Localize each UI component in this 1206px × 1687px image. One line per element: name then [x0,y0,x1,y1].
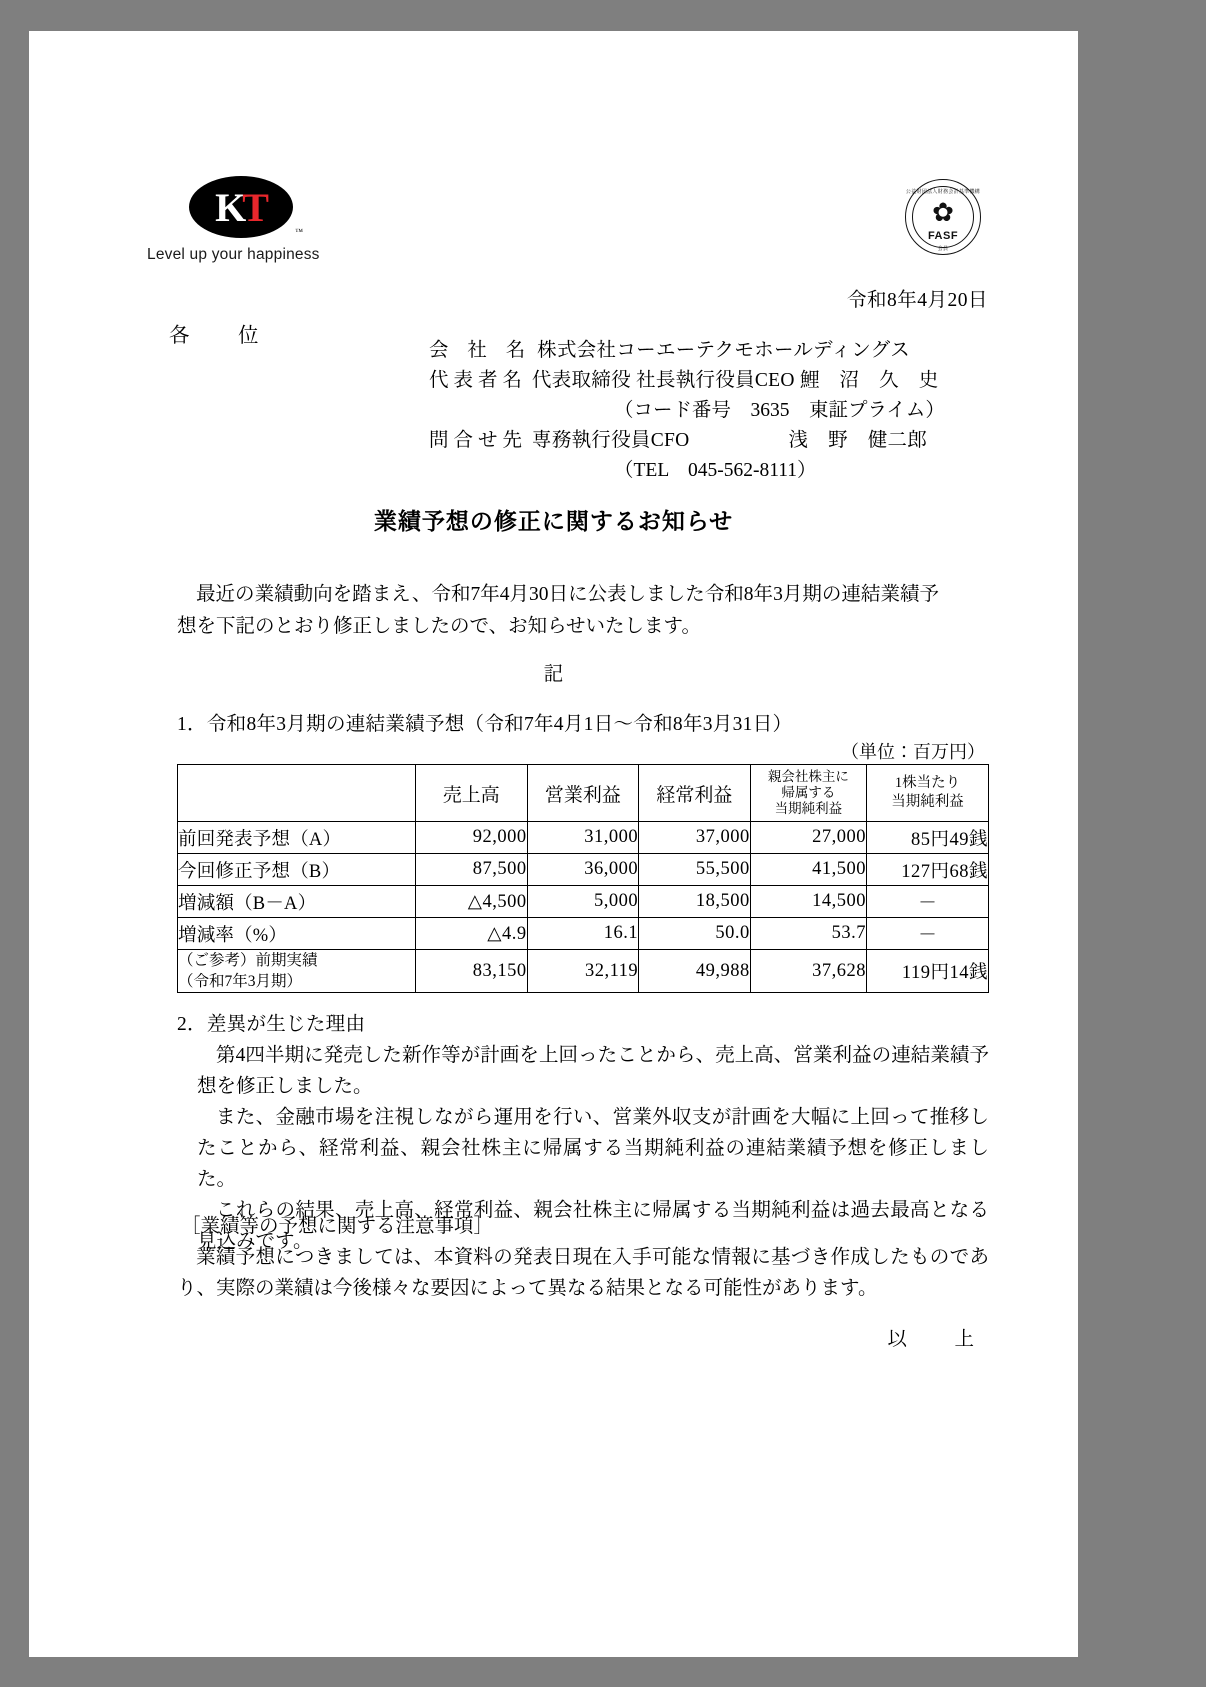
column-header-eps [866,765,988,822]
row-label: 今回修正予想（B） [178,854,416,886]
section-1-heading: 1．令和8年3月期の連結業績予想（令和7年4月1日～令和8年3月31日） [177,714,793,735]
cell-ordinary: 50.0 [639,918,751,950]
seal-micro-bottom: 会員 [937,247,949,252]
table-row [178,886,989,918]
closing-marker: 以 上 [887,1329,988,1350]
table-row [178,854,989,886]
forecast-table [177,764,989,993]
issuer-info [429,336,1009,486]
cell-sales: △4.9 [415,918,527,950]
cell-net: 53.7 [750,918,866,950]
table-row [178,918,989,950]
section-2-paragraph-3: これらの結果、売上高、経常利益、親会社株主に帰属する当期純利益は過去最高となる見込みです。 [197,1200,989,1252]
eps-line-2: 当期純利益 [891,794,964,810]
cell-operating: 5,000 [527,886,639,918]
logo-letters [189,176,293,238]
fasf-seal-icon [905,179,981,255]
ki-marker: 記 [543,664,564,685]
column-header-net-income [750,765,866,822]
cell-eps: 127円68銭 [866,854,988,886]
contact-value: 専務執行役員CFO 浅 野 健二郎 [531,430,928,451]
cell-operating: 36,000 [527,854,639,886]
addressee: 各 位 [169,325,273,347]
cell-sales: 92,000 [415,822,527,854]
lead-paragraph: 最近の業績動向を踏まえ、令和7年4月30日に公表しました令和8年3月期の連結業績予想を下記のとおり修正しましたので、お知らせいたします。 [177,584,939,637]
row-label: 増減率（%） [178,918,416,950]
table-header [178,765,989,822]
telephone-line: （TEL 045-562-8111） [614,460,817,481]
contact-label: 問合せ先 [429,430,528,451]
company-logo [147,176,407,264]
cell-eps: － [866,886,988,918]
table-body [178,822,989,993]
cell-eps: － [866,918,988,950]
representative-row [429,366,1009,396]
security-code-line: （コード番号 3635 東証プライム） [614,400,945,421]
logo-letter-t: T [242,184,267,230]
net-income-line-2: 帰属する [781,785,836,800]
notice-body: 業績予想につきましては、本資料の発表日現在入手可能な情報に基づき作成したものであり、実際の業績は今後様々な要因によって異なる結果となる可能性があります。 [177,1247,989,1299]
company-name-value: 株式会社コーエーテクモホールディングス [537,340,911,361]
logo-tagline: Level up your happiness [147,246,320,263]
net-income-line-1: 親会社株主に [767,769,849,784]
company-name-row [429,336,1009,366]
kt-logo-icon [189,176,303,238]
column-header-operating-income: 営業利益 [527,765,639,822]
page-title: 業績予想の修正に関するお知らせ [373,509,734,534]
cell-sales: 87,500 [415,854,527,886]
representative-label: 代表者名 [429,370,528,391]
cell-eps: 85円49銭 [866,822,988,854]
cell-sales: △4,500 [415,886,527,918]
table-header-row [178,765,989,822]
representative-value: 代表取締役 社長執行役員CEO 鯉 沼 久 史 [531,370,939,391]
forward-looking-notice [177,1211,989,1304]
cell-sales: 83,150 [415,950,527,993]
column-header-blank [178,765,416,822]
document-content [29,31,1078,1657]
section-2-paragraph-1: 第4四半期に発売した新作等が計画を上回ったことから、売上高、営業利益の連結業績予想を修正しました。 [197,1045,989,1097]
cell-eps: 119円14銭 [866,950,988,993]
contact-row [429,426,1009,456]
notice-heading: ［業績等の予想に関する注意事項］ [181,1216,494,1237]
logo-letter-k: K [215,184,245,230]
column-header-sales: 売上高 [415,765,527,822]
release-date: 令和8年4月20日 [846,290,988,311]
cell-ordinary: 18,500 [639,886,751,918]
trademark-icon: ™ [295,227,303,236]
leaf-icon: ✿ [932,198,954,227]
cell-net: 14,500 [750,886,866,918]
net-income-line-3: 当期純利益 [774,801,843,816]
eps-line-1: 1株当たり [894,775,961,791]
row-label-reference [178,950,416,993]
seal-label: FASF [927,230,959,242]
table-row-reference [178,950,989,993]
row-label: 増減額（B－A） [178,886,416,918]
cell-operating: 16.1 [527,918,639,950]
seal-micro-top: 公益財団法人財務会計基準機構 [905,190,981,195]
cell-net: 37,628 [750,950,866,993]
section-2-paragraph-2: また、金融市場を注視しながら運用を行い、営業外収支が計画を大幅に上回って推移したことから、経常利益、親会社株主に帰属する当期純利益の連結業績予想を修正しました。 [197,1107,989,1190]
cell-net: 41,500 [750,854,866,886]
row-label: 前回発表予想（A） [178,822,416,854]
reference-label-line-2: （令和7年3月期） [178,973,303,990]
company-name-label: 会 社 名 [429,340,533,361]
cell-ordinary: 49,988 [639,950,751,993]
table-row [178,822,989,854]
section-2-heading: 2．差異が生じた理由 [177,1014,366,1035]
cell-operating: 32,119 [527,950,639,993]
cell-ordinary: 37,000 [639,822,751,854]
cell-net: 27,000 [750,822,866,854]
cell-ordinary: 55,500 [639,854,751,886]
cell-operating: 31,000 [527,822,639,854]
document-page [29,31,1078,1657]
column-header-ordinary-income: 経常利益 [639,765,751,822]
table-unit-note: （単位：百万円） [841,742,985,762]
reference-label-line-1: （ご参考）前期実績 [178,952,318,969]
